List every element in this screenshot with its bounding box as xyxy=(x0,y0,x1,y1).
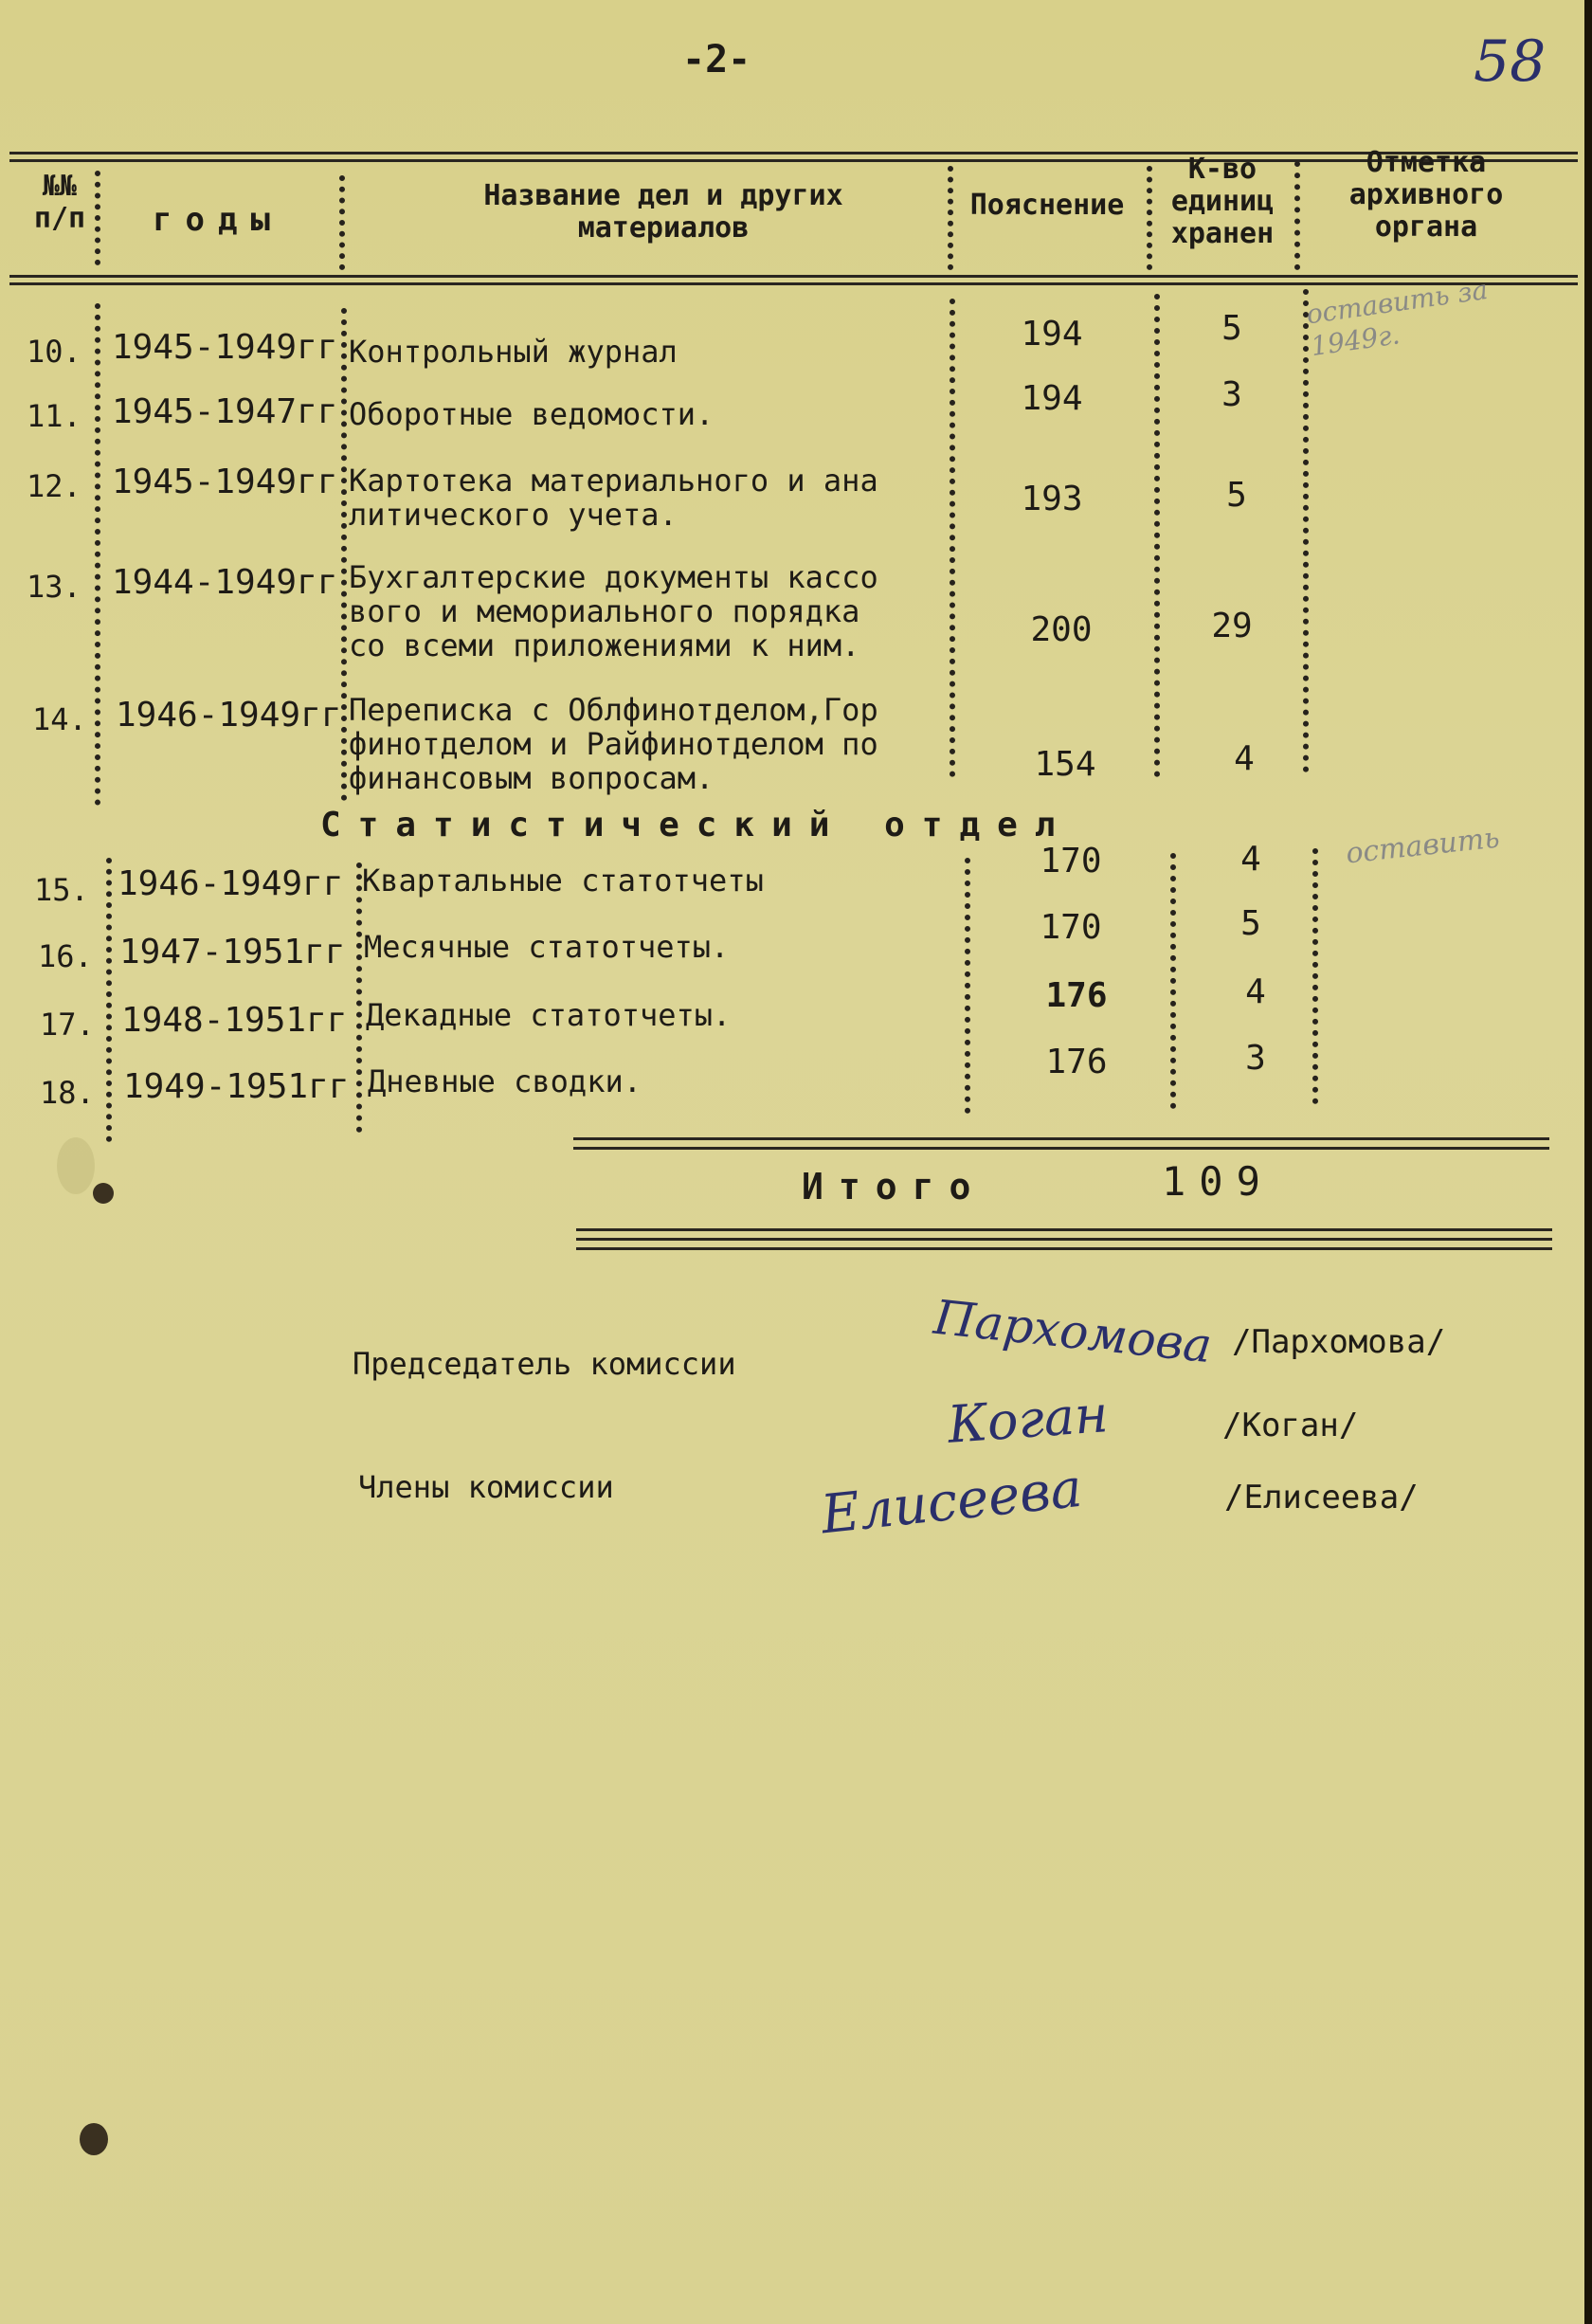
header-bottom-rule-2 xyxy=(9,282,1578,285)
row-index: 10. xyxy=(27,334,81,370)
total-bottom-rule-2 xyxy=(576,1238,1552,1241)
row-explanation: 170 xyxy=(1040,908,1102,947)
row-title-line: Оборотные ведомости. xyxy=(349,396,715,432)
members-label: Члены комиссии xyxy=(358,1469,614,1505)
header-bottom-rule xyxy=(9,275,1578,278)
row-title-line: Картотека материального и ана xyxy=(349,463,878,499)
row-years: 1947-1951гг xyxy=(119,933,346,971)
chair-signature: Пархомова xyxy=(931,1289,1215,1374)
row-years: 1946-1949гг xyxy=(118,864,344,903)
row-count: 5 xyxy=(1221,309,1242,348)
page-marker: -2- xyxy=(682,38,751,82)
row-title-line: Контрольный журнал xyxy=(349,334,678,370)
member2-name: /Елисеева/ xyxy=(1224,1479,1419,1516)
row-index: 13. xyxy=(27,569,81,605)
row-years: 1949-1951гг xyxy=(123,1067,350,1106)
total-bottom-rule-3 xyxy=(576,1247,1552,1250)
row-count: 5 xyxy=(1226,476,1247,515)
total-top-rule-2 xyxy=(573,1147,1549,1150)
chair-label: Председатель комиссии xyxy=(353,1346,736,1382)
punch-hole-top xyxy=(93,1183,114,1204)
row-years: 1945-1947гг xyxy=(112,392,338,431)
pencil-note: оставить xyxy=(1344,821,1502,871)
section-heading: Статистический отдел xyxy=(320,806,1073,844)
column-separator-explanation xyxy=(1170,853,1176,1109)
total-label: Итого xyxy=(802,1166,986,1207)
header-separator xyxy=(1294,161,1300,270)
paper-stain xyxy=(57,1137,95,1194)
row-years: 1944-1949гг xyxy=(112,563,338,602)
header-explanation: Пояснение xyxy=(969,189,1125,222)
row-title-line: Декадные статотчеты. xyxy=(366,997,732,1033)
total-top-rule xyxy=(573,1137,1549,1140)
header-separator xyxy=(339,175,345,270)
column-separator-index xyxy=(95,303,100,806)
row-count: 3 xyxy=(1245,1039,1266,1078)
row-title-line: финотделом и Райфинотделом по xyxy=(349,726,878,762)
column-separator-index xyxy=(106,858,112,1142)
header-separator xyxy=(95,171,100,265)
row-years: 1945-1949гг xyxy=(112,328,338,367)
row-title-line: финансовым вопросам. xyxy=(349,760,715,796)
column-separator-years xyxy=(341,308,347,801)
total-bottom-rule xyxy=(576,1228,1552,1231)
chair-name: /Пархомова/ xyxy=(1232,1323,1446,1361)
row-count: 4 xyxy=(1234,739,1255,778)
header-archive-mark: Отметка архивного органа xyxy=(1348,146,1504,244)
header-separator xyxy=(948,166,953,270)
row-index: 11. xyxy=(27,398,81,434)
row-count: 3 xyxy=(1221,375,1242,414)
header-index: №№ п/п xyxy=(33,170,86,235)
row-explanation: 193 xyxy=(1021,480,1083,518)
row-title-line: Месячные статотчеты. xyxy=(364,929,730,965)
folio-number: 58 xyxy=(1474,28,1547,95)
row-index: 15. xyxy=(34,872,89,908)
row-index: 17. xyxy=(40,1007,95,1043)
row-title-line: Квартальные статотчеты xyxy=(362,862,764,899)
row-index: 12. xyxy=(27,468,81,504)
row-count: 29 xyxy=(1211,607,1253,645)
row-explanation: 194 xyxy=(1021,379,1083,418)
row-years: 1946-1949гг xyxy=(116,696,342,735)
row-title-line: вого и мемориального порядка xyxy=(349,593,860,629)
row-count: 4 xyxy=(1240,840,1261,879)
row-explanation: 176 xyxy=(1045,976,1108,1015)
row-title-line: Бухгалтерские документы кассо xyxy=(349,559,878,595)
member1-name: /Коган/ xyxy=(1222,1407,1359,1444)
row-count: 4 xyxy=(1245,972,1266,1011)
row-explanation: 176 xyxy=(1045,1043,1108,1081)
row-title-line: литического учета. xyxy=(349,497,678,533)
row-years: 1948-1951гг xyxy=(121,1001,348,1040)
row-title-line: со всеми приложениями к ним. xyxy=(349,627,860,663)
total-value: 109 xyxy=(1162,1158,1274,1205)
row-index: 14. xyxy=(32,701,87,737)
row-years: 1945-1949гг xyxy=(112,463,338,501)
row-count: 5 xyxy=(1240,904,1261,943)
column-separator-title xyxy=(950,299,955,777)
row-explanation: 154 xyxy=(1034,745,1096,784)
member2-signature: Елисеева xyxy=(818,1457,1085,1547)
column-separator-count xyxy=(1303,289,1309,772)
row-explanation: 200 xyxy=(1030,610,1093,649)
column-separator-count xyxy=(1312,848,1318,1104)
punch-hole-bottom xyxy=(80,2123,108,2155)
row-title-line: Дневные сводки. xyxy=(368,1063,642,1099)
column-separator-years xyxy=(356,862,362,1133)
column-separator-title xyxy=(965,858,970,1114)
row-explanation: 194 xyxy=(1021,315,1083,354)
row-explanation: 170 xyxy=(1040,842,1102,881)
member1-signature: Коган xyxy=(946,1384,1111,1455)
row-index: 16. xyxy=(38,938,93,974)
header-years: годы xyxy=(153,201,283,239)
header-count: К-во единиц хранен xyxy=(1170,153,1275,250)
header-separator xyxy=(1147,166,1152,270)
pencil-note: оставить за 1949г. xyxy=(1304,273,1490,363)
row-title-line: Переписка с Облфинотделом,Гор xyxy=(349,692,878,728)
header-title: Название дел и других материалов xyxy=(483,179,843,245)
column-separator-explanation xyxy=(1154,294,1160,777)
row-index: 18. xyxy=(40,1075,95,1111)
